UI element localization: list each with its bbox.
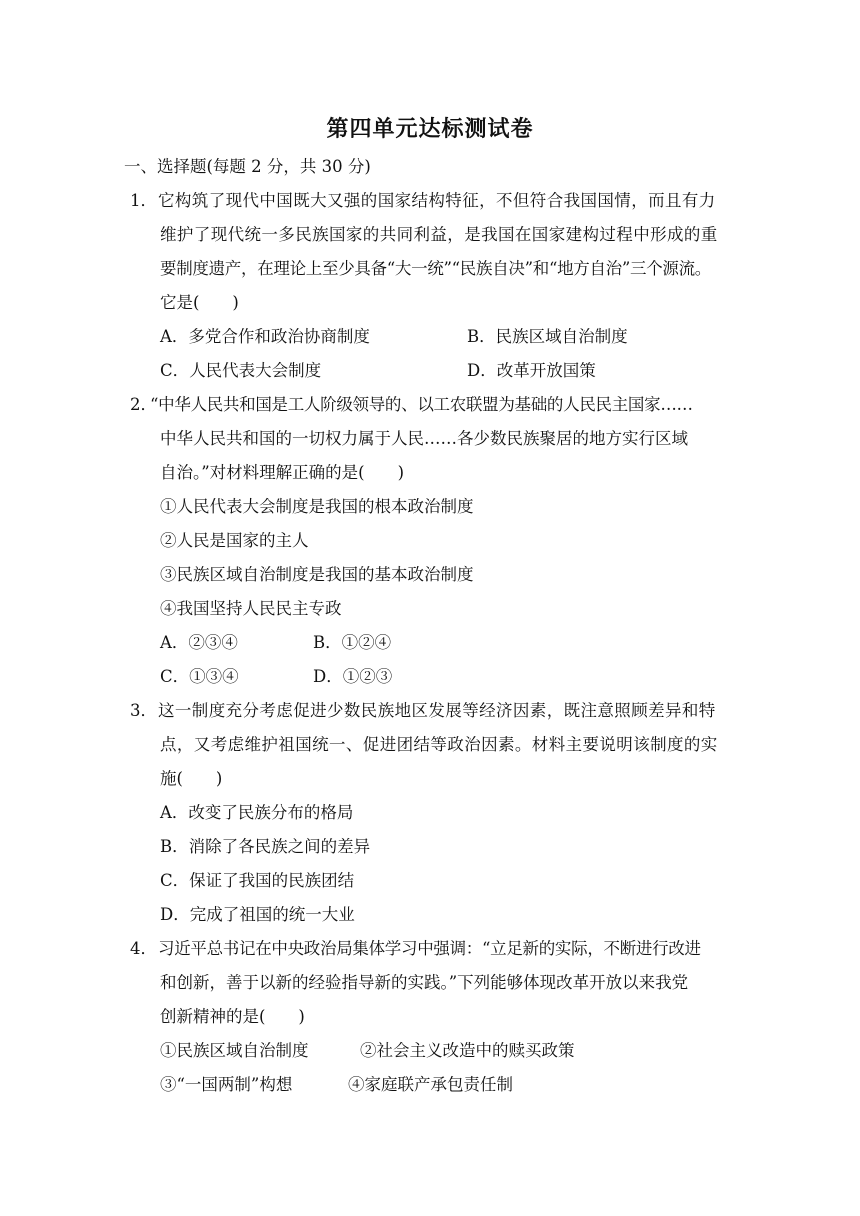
question-text-line: 和创新，善于以新的经验指导新的实践。”下列能够体现改革开放以来我党 bbox=[160, 973, 689, 992]
statement-item: ②人民是国家的主人 bbox=[160, 531, 309, 550]
option-a: A．②③④ bbox=[160, 633, 238, 652]
question-text-line: “中华人民共和国是工人阶级领导的、以工农联盟为基础的人民民主国家…… bbox=[150, 395, 693, 414]
statement-item: ③民族区域自治制度是我国的基本政治制度 bbox=[160, 565, 474, 584]
question-number: 1． bbox=[130, 191, 157, 210]
question-number: 4． bbox=[130, 939, 157, 958]
option-d: D．改革开放国策 bbox=[467, 361, 596, 380]
question-text-line: 要制度遗产，在理论上至少具备“大一统”“民族自决”和“地方自治”三个源流。 bbox=[160, 259, 712, 278]
question-number: 3． bbox=[130, 701, 157, 720]
statement-item: ④我国坚持人民民主专政 bbox=[160, 599, 342, 618]
statement-item: ④家庭联产承包责任制 bbox=[348, 1075, 513, 1094]
statement-item: ①民族区域自治制度 bbox=[160, 1041, 309, 1060]
option-a: A．改变了民族分布的格局 bbox=[160, 803, 354, 822]
page-title: 第四单元达标测试卷 bbox=[326, 117, 534, 142]
option-c: C．①③④ bbox=[160, 667, 239, 686]
question-text-line: 维护了现代统一多民族国家的共同利益，是我国在国家建构过程中形成的重 bbox=[160, 225, 718, 244]
question-text-line: 它是( ) bbox=[160, 293, 239, 312]
question-text-line: 创新精神的是( ) bbox=[160, 1007, 305, 1026]
question-text-line: 这一制度充分考虑促进少数民族地区发展等经济因素，既注意照顾差异和特 bbox=[158, 701, 716, 720]
option-b: B．消除了各民族之间的差异 bbox=[160, 837, 371, 856]
option-c: C．保证了我国的民族团结 bbox=[160, 871, 355, 890]
question-text-line: 自治。”对材料理解正确的是( ) bbox=[160, 463, 405, 482]
statement-item: ③“一国两制”构想 bbox=[160, 1075, 293, 1094]
question-text-line: 施( ) bbox=[160, 769, 223, 788]
option-b: B．①②④ bbox=[313, 633, 392, 652]
option-d: D．完成了祖国的统一大业 bbox=[160, 905, 355, 924]
option-a: A．多党合作和政治协商制度 bbox=[160, 327, 370, 346]
statement-item: ②社会主义改造中的赎买政策 bbox=[360, 1041, 575, 1060]
question-text-line: 它构筑了现代中国既大又强的国家结构特征，不但符合我国国情，而且有力 bbox=[158, 191, 716, 210]
question-text-line: 习近平总书记在中央政治局集体学习中强调：“立足新的实际，不断进行改进 bbox=[158, 939, 701, 958]
option-c: C．人民代表大会制度 bbox=[160, 361, 322, 380]
question-number: 2． bbox=[130, 395, 157, 414]
option-b: B．民族区域自治制度 bbox=[467, 327, 628, 346]
statement-item: ①人民代表大会制度是我国的根本政治制度 bbox=[160, 497, 474, 516]
question-text-line: 中华人民共和国的一切权力属于人民……各少数民族聚居的地方实行区域 bbox=[160, 429, 688, 448]
option-d: D．①②③ bbox=[313, 667, 393, 686]
section-heading: 一、选择题(每题 2 分，共 30 分) bbox=[124, 157, 371, 176]
question-text-line: 点，又考虑维护祖国统一、促进团结等政治因素。材料主要说明该制度的实 bbox=[160, 735, 718, 754]
